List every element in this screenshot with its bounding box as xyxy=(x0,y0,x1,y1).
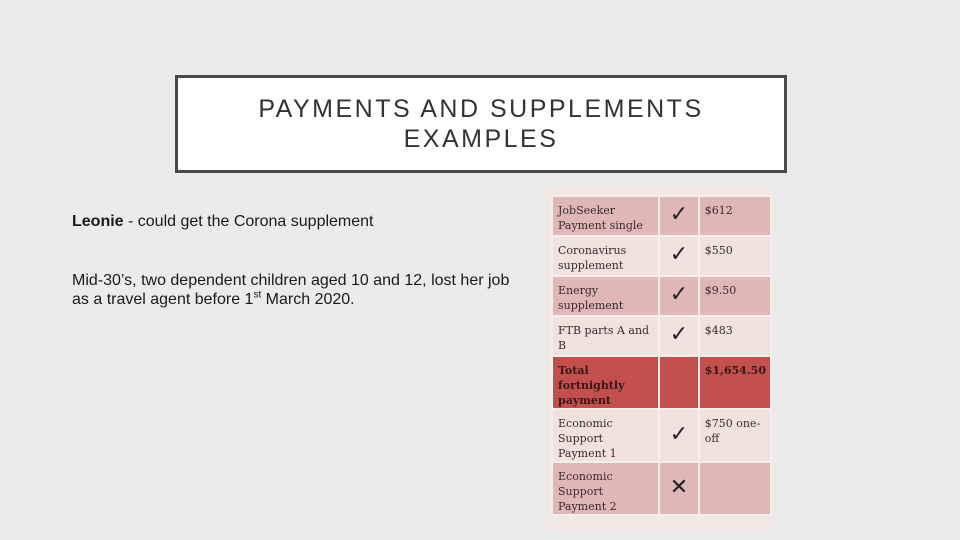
detail-pre: Mid-30’s, two dependent children aged 10 and 12, lost her job as a travel agent before 1 xyxy=(72,272,510,308)
mark-cell xyxy=(659,356,698,409)
payment-amount: $612 xyxy=(699,196,771,236)
intro-text xyxy=(72,212,374,231)
check-icon: ✓ xyxy=(669,202,689,227)
payment-amount: $483 xyxy=(699,316,771,356)
title-box xyxy=(175,75,787,173)
table-row xyxy=(552,196,771,236)
table-row xyxy=(552,409,771,462)
payment-amount: $9.50 xyxy=(699,276,771,316)
table-row xyxy=(552,356,771,409)
table-row xyxy=(552,462,771,515)
person-name: Leonie xyxy=(72,213,124,230)
cross-icon: ✕ xyxy=(669,474,689,500)
payments-table-image xyxy=(546,186,772,530)
payment-label: Coronavirus supplement xyxy=(552,236,659,276)
check-icon: ✓ xyxy=(669,282,689,307)
payment-label: Energy supplement xyxy=(552,276,659,316)
payment-amount: $550 xyxy=(699,236,771,276)
table-row xyxy=(552,316,771,356)
check-icon: ✓ xyxy=(669,421,689,447)
payment-label: Total fortnightly payment xyxy=(552,356,659,409)
check-icon: ✓ xyxy=(669,322,689,347)
payments-table xyxy=(551,195,772,516)
payment-amount: $750 one-off xyxy=(699,409,771,462)
detail-post: March 2020. xyxy=(261,291,355,308)
page-title-line-2: EXAMPLES xyxy=(403,125,559,153)
table-row xyxy=(552,276,771,316)
check-icon: ✓ xyxy=(669,242,689,267)
mark-cell xyxy=(659,409,698,462)
detail-text xyxy=(72,271,522,309)
mark-cell xyxy=(659,236,698,276)
detail-sup: st xyxy=(253,289,262,301)
mark-cell xyxy=(659,276,698,316)
intro-rest: - could get the Corona supplement xyxy=(123,213,374,230)
payment-label: Economic Support Payment 2 xyxy=(552,462,659,515)
mark-cell xyxy=(659,462,698,515)
payment-amount: $1,654.50 xyxy=(699,356,771,409)
payment-label: FTB parts A and B xyxy=(552,316,659,356)
payment-label: JobSeeker Payment single xyxy=(552,196,659,236)
page-title-line-1: PAYMENTS AND SUPPLEMENTS xyxy=(258,95,704,123)
table-row xyxy=(552,236,771,276)
payment-amount xyxy=(699,462,771,515)
mark-cell xyxy=(659,316,698,356)
payment-label: Economic Support Payment 1 xyxy=(552,409,659,462)
mark-cell xyxy=(659,196,698,236)
